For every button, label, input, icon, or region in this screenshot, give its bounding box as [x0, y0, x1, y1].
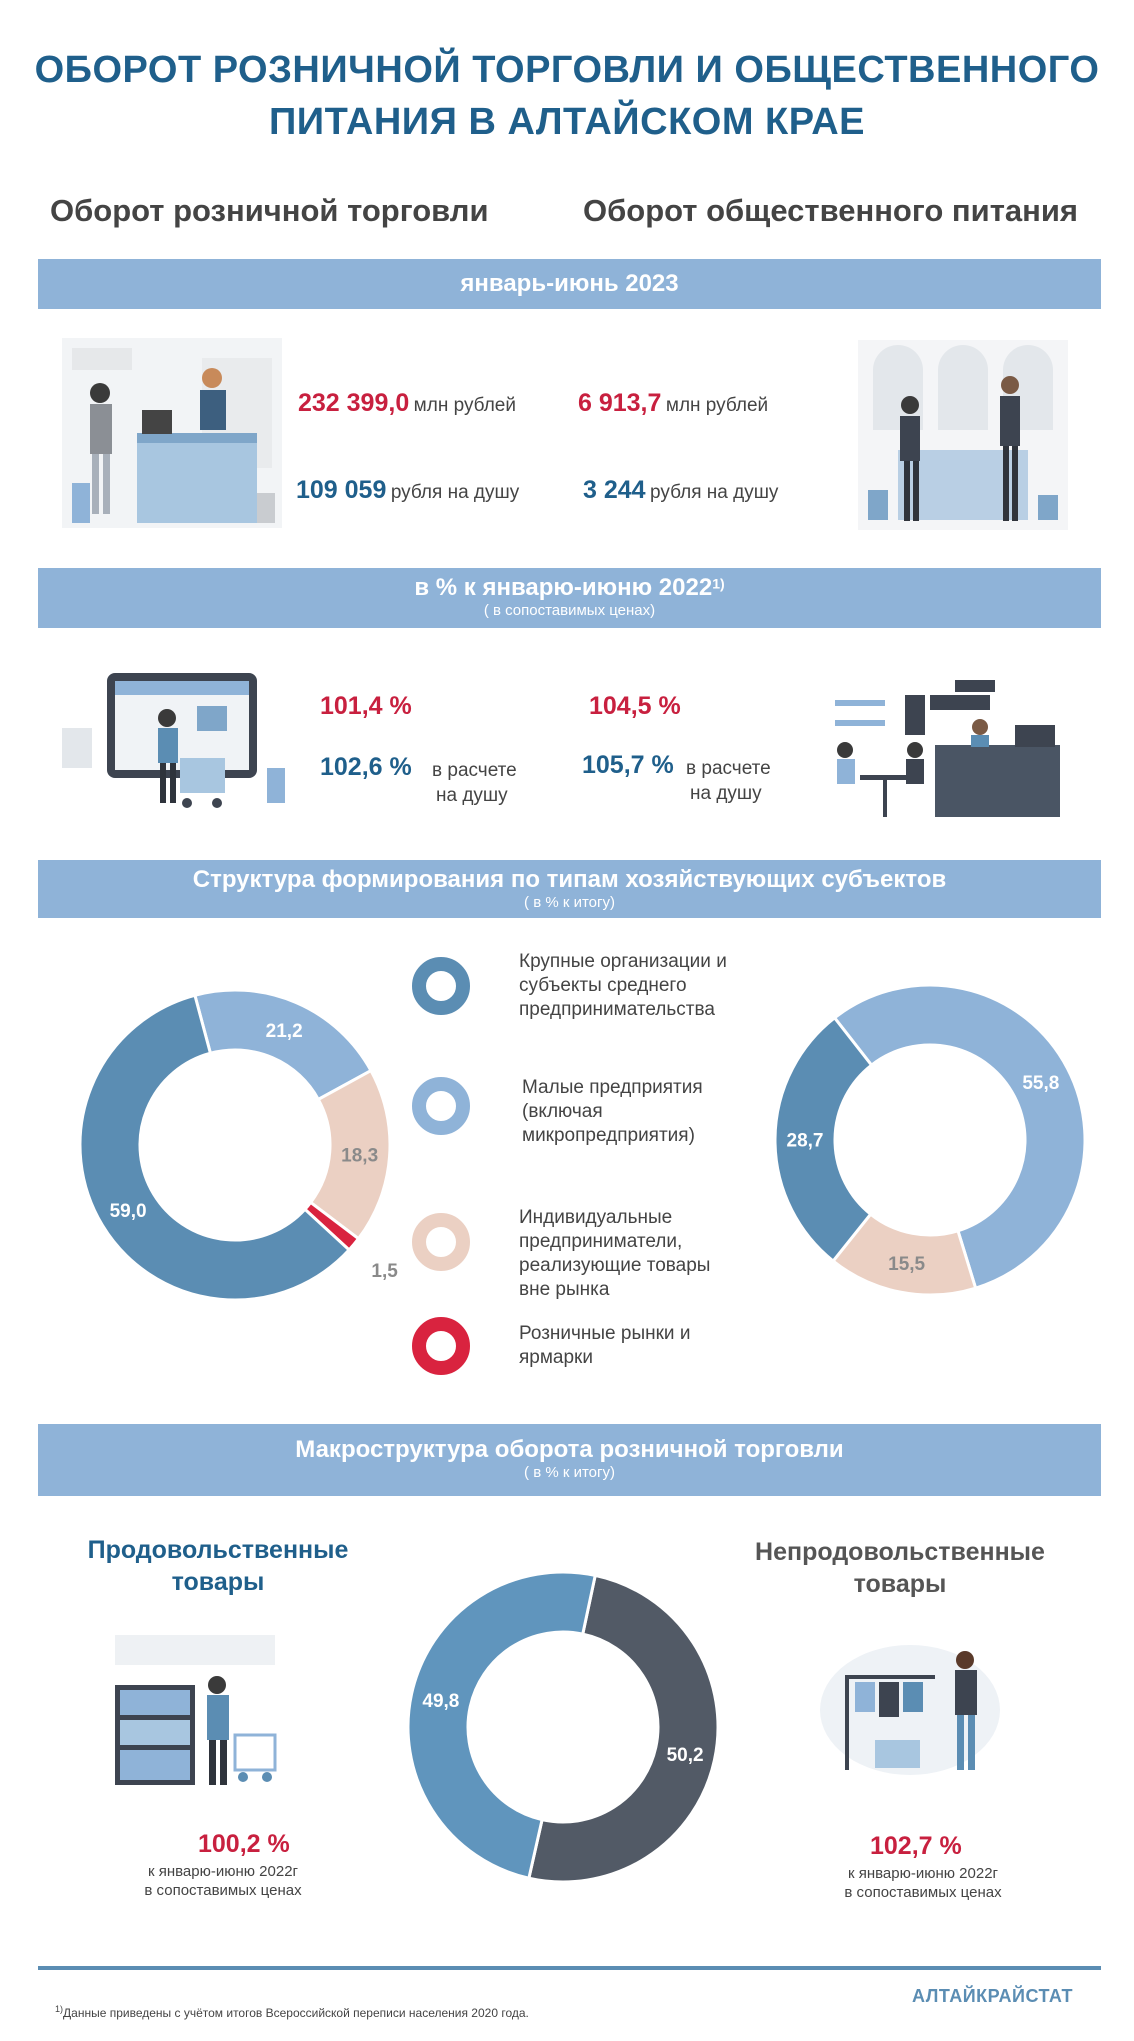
donut-2-label-0: 50,2 [666, 1744, 704, 1766]
donut-1-label-2: 28,7 [786, 1130, 824, 1152]
macro-band-label: Макроструктура оборота розничной торговли [295, 1436, 844, 1463]
catering-total-value: 6 913,7 [578, 389, 662, 417]
nonfood-note-line-1: к январю-июню 2022г [847, 1865, 999, 1882]
grocery-illustration [105, 1625, 285, 1795]
donut-0-label-0: 21,2 [265, 1021, 303, 1043]
title-line-1: ОБОРОТ РОЗНИЧНОЙ ТОРГОВЛИ И ОБЩЕСТВЕННОГО [34, 49, 1100, 91]
compare-band-label: в % к январю-июню 2022 [414, 574, 713, 601]
food-title [58, 1534, 378, 1598]
legend-small-ent-line-2: (включая [522, 1101, 603, 1122]
nonfood-title [730, 1536, 1070, 1600]
legend-item-large-orgs [519, 950, 727, 1022]
catering-pc-label-2: на душу [690, 783, 762, 804]
donut-1-label-0: 55,8 [1022, 1073, 1060, 1095]
cashier-illustration [62, 338, 282, 528]
structure-band-sub: ( в % к итогу) [524, 894, 615, 911]
retail-total-unit: млн рублей [413, 395, 516, 416]
legend-large-orgs-line-2: субъекты среднего [519, 975, 687, 996]
nonfood-note [818, 1864, 1028, 1902]
compare-band [38, 568, 1101, 628]
footnote-mark: 1) [55, 2004, 64, 2014]
retail-total-value: 232 399,0 [298, 389, 410, 417]
donut-1-label-1: 15,5 [888, 1253, 926, 1275]
retail-structure-donut [70, 980, 400, 1310]
food-title-line-1: Продовольственные [87, 1536, 349, 1564]
structure-band [38, 860, 1101, 918]
catering-index: 104,5 % [589, 692, 681, 720]
catering-total-unit: млн рублей [665, 395, 769, 416]
donut-2-label-1: 49,8 [422, 1691, 460, 1713]
nonfood-title-line-2: товары [853, 1570, 947, 1598]
donut-0-label-2: 1,5 [371, 1261, 398, 1283]
structure-legend [405, 950, 755, 1380]
retail-index: 101,4 % [320, 692, 412, 720]
period-band-label: январь-июнь 2023 [460, 270, 679, 297]
retail-index-per-capita-label [432, 758, 517, 808]
nonfood-title-line-1: Непродовольственные [755, 1538, 1045, 1566]
food-note-line-1: к январю-июню 2022г [147, 1863, 299, 1880]
legend-marker-markets [411, 1316, 471, 1381]
legend-marker-individual [411, 1212, 471, 1277]
coffee-shop-illustration [825, 675, 1065, 820]
legend-individual-line-3: реализующие товары [519, 1255, 711, 1276]
food-title-line-2: товары [171, 1568, 265, 1596]
catering-index-per-capita: 105,7 % [582, 751, 674, 779]
legend-item-individual [519, 1206, 710, 1302]
macro-band [38, 1424, 1101, 1496]
legend-marker-large-orgs [411, 956, 471, 1021]
catering-index-per-capita-label [686, 756, 771, 806]
legend-individual-line-2: предприниматели, [519, 1231, 683, 1252]
page-title [0, 44, 1134, 148]
legend-markets-line-2: ярмарки [519, 1347, 593, 1368]
legend-item-markets [519, 1322, 690, 1370]
macro-structure-donut [398, 1562, 728, 1892]
food-index: 100,2 % [198, 1830, 290, 1858]
catering-structure-donut [765, 975, 1095, 1305]
legend-large-orgs-line-1: Крупные организации и [519, 951, 727, 972]
catering-per-capita [583, 476, 778, 505]
legend-small-ent-line-1: Малые предприятия [522, 1077, 703, 1098]
donut-0-label-3: 59,0 [109, 1200, 147, 1222]
compare-band-footnote-mark: 1) [712, 575, 725, 592]
online-shopping-illustration [62, 658, 292, 818]
retail-per-capita-value: 109 059 [296, 476, 387, 504]
macro-band-sub: ( в % к итогу) [524, 1464, 615, 1481]
catering-per-capita-unit: рубля на душу [650, 482, 779, 503]
catering-pc-label-1: в расчете [686, 758, 771, 779]
footnote [55, 2004, 529, 2020]
legend-small-ent-line-3: микропредприятия) [522, 1125, 695, 1146]
catering-per-capita-value: 3 244 [583, 476, 646, 504]
title-line-2: ПИТАНИЯ В АЛТАЙСКОМ КРАЕ [268, 101, 866, 143]
period-band [38, 259, 1101, 309]
footnote-text: Данные приведены с учётом итогов Всероссийской переписи населения 2020 года. [63, 2006, 529, 2020]
retail-column-title: Оборот розничной торговли [50, 193, 489, 228]
legend-markets-line-1: Розничные рынки и [519, 1323, 691, 1344]
food-note [118, 1862, 328, 1900]
donut-0-slice-0 [195, 990, 371, 1099]
footer-divider [38, 1966, 1101, 1970]
retail-per-capita-unit: рубля на душу [390, 482, 520, 503]
legend-marker-small-ent [411, 1076, 471, 1141]
catering-column-title: Оборот общественного питания [583, 193, 1078, 228]
retail-index-per-capita: 102,6 % [320, 753, 412, 781]
donut-0-label-1: 18,3 [341, 1145, 379, 1167]
retail-per-capita [296, 476, 519, 505]
retail-pc-label-2: на душу [436, 785, 508, 806]
legend-large-orgs-line-3: предпринимательства [519, 999, 715, 1020]
clothing-store-illustration [815, 1630, 1005, 1780]
retail-pc-label-1: в расчете [432, 760, 517, 781]
nonfood-index: 102,7 % [870, 1832, 962, 1860]
legend-individual-line-4: вне рынка [519, 1279, 610, 1300]
legend-item-small-ent [522, 1076, 703, 1148]
nonfood-note-line-2: в сопоставимых ценах [844, 1884, 1002, 1901]
legend-individual-line-1: Индивидуальные [519, 1207, 673, 1228]
catering-total [578, 389, 768, 418]
compare-band-sub: ( в сопоставимых ценах) [483, 602, 656, 619]
brand-logo: АЛТАЙКРАЙСТАТ [912, 1986, 1074, 2006]
retail-total [298, 389, 516, 418]
waiters-illustration [858, 340, 1068, 530]
food-note-line-2: в сопоставимых ценах [144, 1882, 302, 1899]
structure-band-label: Структура формирования по типам хозяйствующих субъектов [192, 866, 947, 893]
